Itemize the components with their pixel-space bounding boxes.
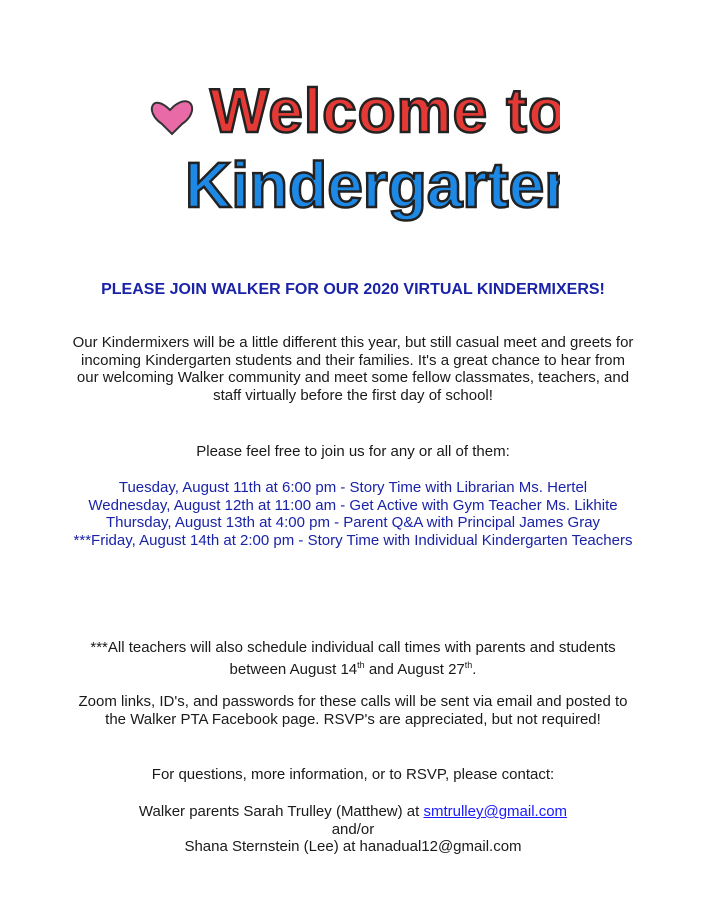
questions-text: For questions, more information, or to RSVP, please contact: [151, 766, 555, 783]
event-item: Wednesday, August 12th at 11:00 am - Get Active with Gym Teacher Ms. Likhite [88, 496, 618, 514]
welcome-banner-graphic [140, 62, 560, 232]
contact-andor: and/or [331, 820, 375, 838]
heart-icon [152, 101, 192, 134]
welcome-banner [140, 62, 560, 232]
banner-line2: Kindergarten [185, 149, 560, 221]
events-list [70, 479, 636, 549]
event-item: ***Friday, August 14th at 2:00 pm - Story Time with Individual Kindergarten Teachers [73, 531, 633, 549]
contact-line-2: Shana Sternstein (Lee) at hanadual12@gmail.com [184, 838, 522, 856]
contacts [70, 803, 636, 856]
email-link[interactable]: smtrulley@gmail.com [423, 803, 568, 820]
event-item: Thursday, August 13th at 4:00 pm - Parent Q&A with Principal James Gray [105, 514, 601, 532]
invite-text: Please feel free to join us for any or all of them: [196, 443, 510, 460]
contact-line-1: Walker parents Sarah Trulley (Matthew) at smtrulley@gmail.com [138, 803, 568, 820]
banner-line1: Welcome to [210, 77, 560, 146]
page-title: PLEASE JOIN WALKER FOR OUR 2020 VIRTUAL KINDERMIXERS! [101, 281, 605, 298]
intro-paragraph: Our Kindermixers will be a little different this year, but still casual meet and greets for incoming Kindergarten students and their families. It's a great chance to hear from our welcoming Walker community and meet some fellow classmates, teachers, and staff virtually before the first day of school! [72, 334, 634, 404]
event-item: Tuesday, August 11th at 6:00 pm - Story Time with Librarian Ms. Hertel [118, 479, 588, 496]
teacher-call-note: ***All teachers will also schedule individual call times with parents and students between August 14th and August 27th. [90, 639, 616, 678]
zoom-info: Zoom links, ID's, and passwords for these calls will be sent via email and posted to the Walker PTA Facebook page. RSVP's are appreciated, but not required! [78, 693, 628, 728]
